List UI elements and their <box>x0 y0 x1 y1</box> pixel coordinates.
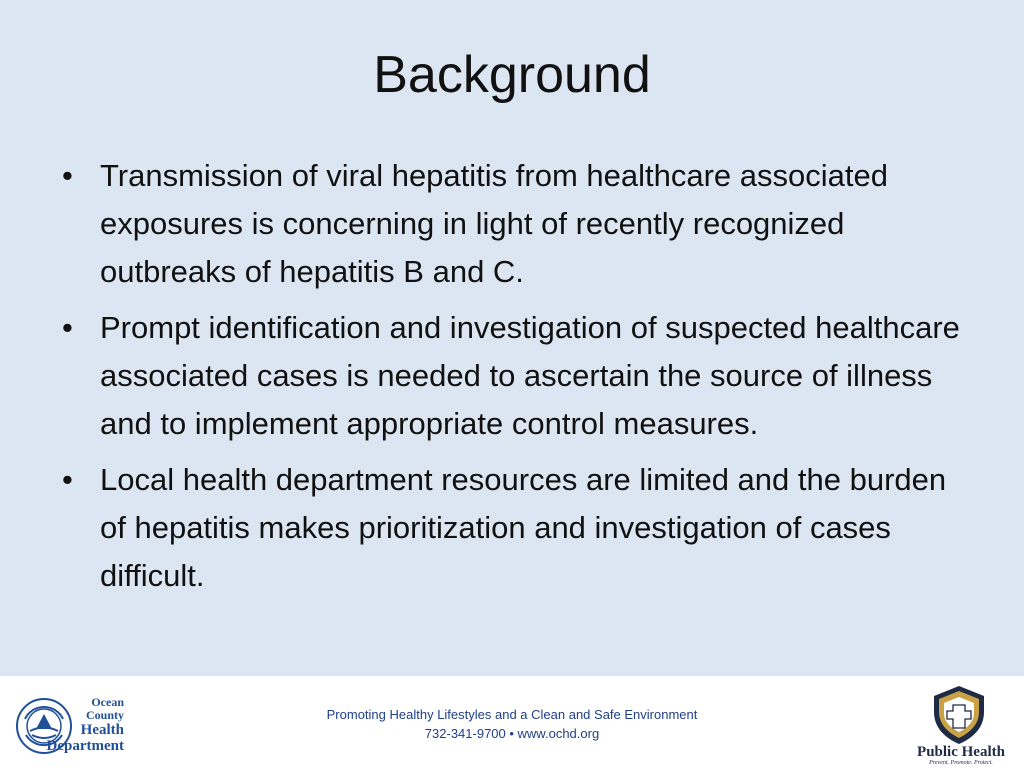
slide-title: Background <box>373 46 651 104</box>
ochd-line-department: Department <box>46 738 124 754</box>
slide-footer <box>0 676 1024 768</box>
bullet-item <box>62 152 962 296</box>
ochd-line-county: County <box>85 708 124 722</box>
ochd-line-ocean: Ocean <box>91 695 124 709</box>
footer-contact: 732-341-9700 • www.ochd.org <box>424 726 600 741</box>
public-health-title: Public Health <box>917 744 1005 760</box>
ochd-logo <box>14 696 124 760</box>
public-health-tagline: Prevent. Promote. Protect. <box>929 760 993 766</box>
bullet-text: Prompt identification and investigation of suspected healthcare associated cases is needed to ascertain the source of illness and to implement appropriate control measures. <box>100 310 960 441</box>
ochd-line-health: Health <box>80 722 124 738</box>
bullet-glyph: • <box>62 158 73 193</box>
bullet-text: Local health department resources are limited and the burden of hepatitis makes prioritization and investigation of cases difficult. <box>100 462 947 593</box>
bullet-item <box>62 456 962 600</box>
public-health-logo <box>906 684 1018 768</box>
bullet-item <box>62 304 962 448</box>
footer-text <box>212 705 812 743</box>
ochd-wordmark <box>44 696 124 754</box>
public-health-shield-icon <box>928 684 990 746</box>
bullet-list <box>62 152 962 608</box>
footer-tagline: Promoting Healthy Lifestyles and a Clean and Safe Environment <box>326 707 698 722</box>
bullet-glyph: • <box>62 462 73 497</box>
bullet-glyph: • <box>62 310 73 345</box>
bullet-text: Transmission of viral hepatitis from healthcare associated exposures is concerning in light of recently recognized outbreaks of hepatitis B and C. <box>100 158 888 289</box>
